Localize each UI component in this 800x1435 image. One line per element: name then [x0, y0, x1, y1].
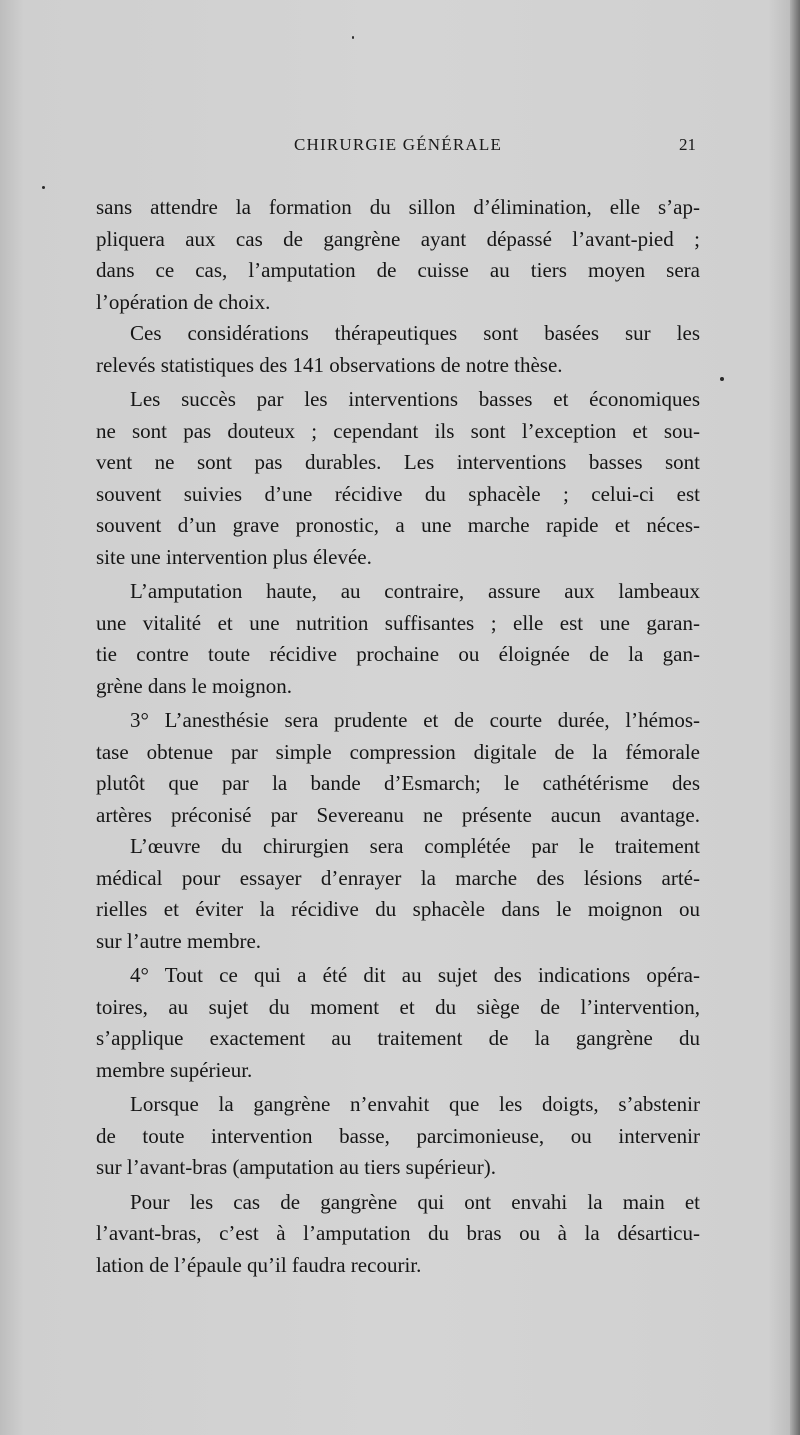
text-line: ne sont pas douteux ; cependant ils sont l’exception et sou- [96, 418, 700, 443]
paragraph [96, 1089, 700, 1184]
text-line: dans ce cas, l’amputation de cuisse au tiers moyen sera [96, 258, 700, 282]
text-line: plutôt que par la bande d’Esmarch; le cathétérisme des [96, 771, 700, 795]
text-line: une vitalité et une nutrition suffisantes ; elle est une garan- [96, 610, 700, 635]
text-line: Ces considérations thérapeutiques sont basées sur les [130, 321, 700, 345]
paragraph [96, 384, 700, 573]
text-line: tase obtenue par simple compression digitale de la fémorale [96, 739, 700, 764]
text-line: sur l’autre membre. [96, 928, 262, 953]
text-line: Lorsque la gangrène n’envahit que les doigts, s’abstenir [130, 1092, 700, 1116]
running-title: CHIRURGIE GÉNÉRALE [293, 135, 503, 154]
page-number: 21 [679, 135, 696, 154]
text-line: l’avant-bras, c’est à l’amputation du bras ou à la désarticu- [96, 1221, 700, 1245]
text-line: L’œuvre du chirurgien sera complétée par le traitement [130, 834, 700, 858]
text-line: tie contre toute récidive prochaine ou éloignée de la gan- [96, 642, 700, 666]
text-line: l’opération de choix. [96, 289, 271, 314]
text-line: 4° Tout ce qui a été dit au sujet des indications opéra- [130, 963, 700, 987]
paragraph [96, 960, 700, 1086]
paper-speck [42, 186, 45, 189]
page-header [96, 135, 700, 161]
text-line: s’applique exactement au traitement de la gangrène du [96, 1026, 700, 1050]
text-line: souvent suivies d’une récidive du sphacèle ; celui-ci est [96, 481, 700, 506]
text-line: Les succès par les interventions basses et économiques [130, 387, 700, 411]
text-line: site une intervention plus élevée. [96, 544, 372, 569]
paragraph [96, 1187, 700, 1282]
text-line: souvent d’un grave pronostic, a une marche rapide et néces- [96, 513, 700, 537]
text-line: pliquera aux cas de gangrène ayant dépassé l’avant-pied ; [96, 226, 700, 251]
text-line: médical pour essayer d’enrayer la marche des lésions arté- [96, 865, 700, 890]
text-line: rielles et éviter la récidive du sphacèle dans le moignon ou [96, 897, 700, 921]
text-line: sur l’avant-bras (amputation au tiers supérieur). [96, 1155, 497, 1179]
text-line: artères préconisé par Severeanu ne présente aucun avantage. [96, 802, 700, 827]
text-line: grène dans le moignon. [96, 673, 292, 698]
paragraph [96, 576, 700, 702]
text-line: de toute intervention basse, parcimonieuse, ou intervenir [96, 1123, 700, 1148]
text-line: sans attendre la formation du sillon d’élimination, elle s’ap- [96, 195, 700, 219]
paragraph [96, 192, 700, 318]
paper-speck [720, 377, 724, 381]
page-edge [790, 0, 800, 1435]
text-line: L’amputation haute, au contraire, assure aux lambeaux [130, 579, 700, 603]
paper-speck [352, 36, 354, 39]
paragraph [96, 318, 700, 381]
paragraph [96, 831, 700, 957]
text-line: Pour les cas de gangrène qui ont envahi la main et [130, 1189, 700, 1214]
text-line: relevés statistiques des 141 observations de notre thèse. [96, 352, 563, 377]
text-line: toires, au sujet du moment et du siège de l’intervention, [96, 994, 700, 1019]
text-line: vent ne sont pas durables. Les interventions basses sont [96, 450, 700, 474]
body-text [96, 192, 700, 1281]
text-line: membre supérieur. [96, 1057, 253, 1082]
text-line: lation de l’épaule qu’il faudra recourir. [96, 1252, 422, 1277]
text-line: 3° L’anesthésie sera prudente et de courte durée, l’hémos- [130, 708, 700, 732]
paragraph [96, 705, 700, 831]
